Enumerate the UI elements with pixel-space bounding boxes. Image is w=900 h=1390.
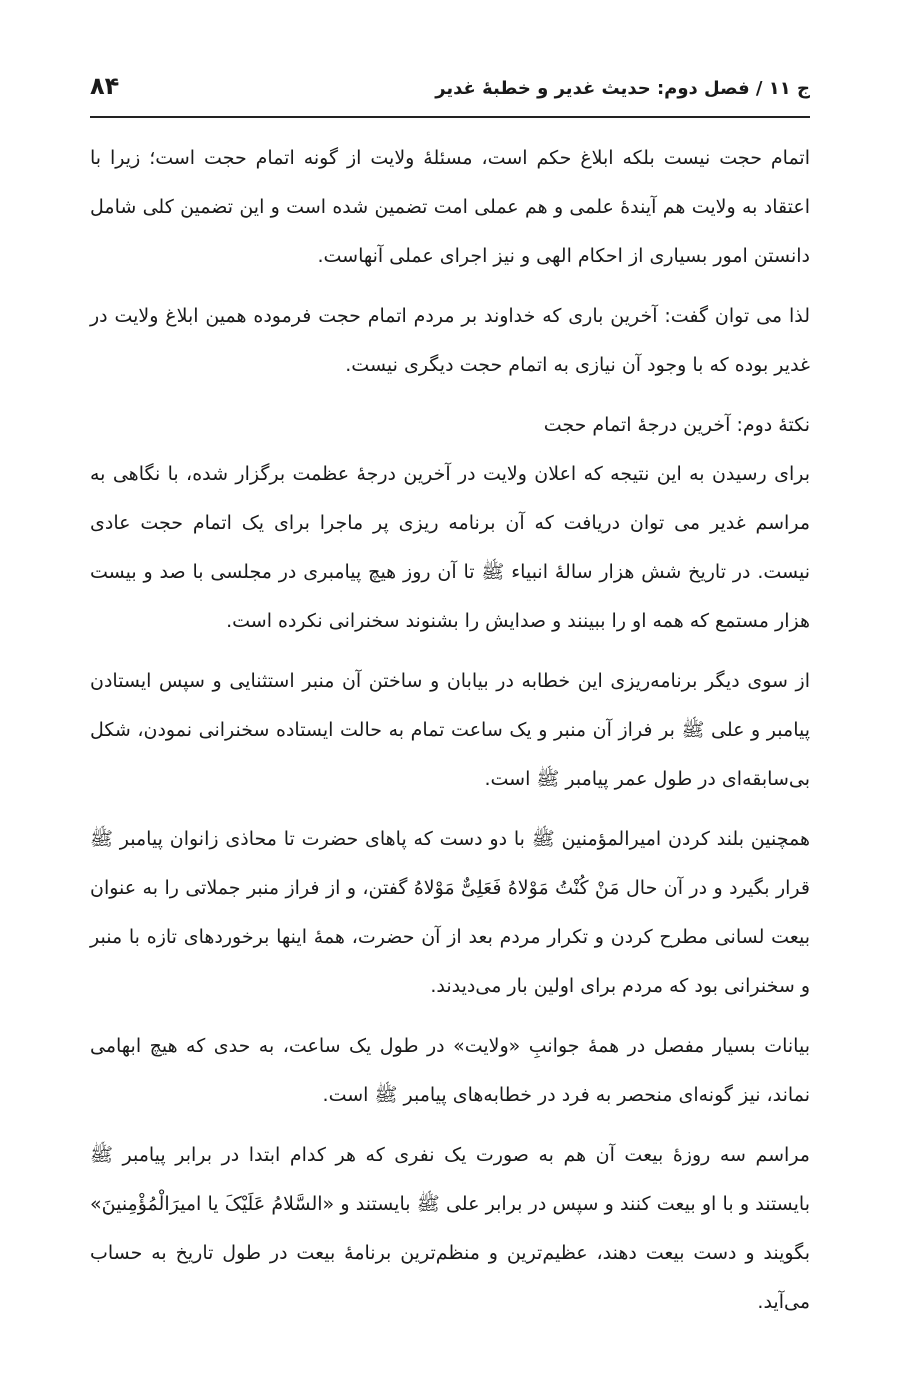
body-text [90, 134, 810, 1338]
paragraph: برای رسیدن به این نتیجه که اعلان ولایت در آخرین درجهٔ عظمت برگزار شده، با نگاهی به مراسم غدیر می توان دریافت که آن برنامه ریزی پر ماجرا برای یک اتمام حجت عادی نیست. در تاریخ شش هزار سالهٔ انبیاء ﷺ تا آن روز هیچ پیامبری در مجلسی با صد و بیست هزار مستمع که همه او را ببینند و صدایش را بشنوند سخنرانی نکرده است. [90, 463, 810, 632]
page-number: ۸۴ [90, 72, 120, 100]
paragraph: اتمام حجت نیست بلکه ابلاغ حکم است، مسئلهٔ ولایت از گونه اتمام حجت است؛ زیرا با اعتقاد به ولایت هم آیندهٔ علمی و هم عملی امت تضمین شده است و این تضمین کلی شامل دانستن امور بسیاری از احکام الهی و نیز اجرای عملی آنهاست. [90, 147, 810, 267]
header-rule [90, 116, 810, 118]
page-header [90, 72, 810, 112]
section-heading: نکتهٔ دوم: آخرین درجهٔ اتمام حجت [543, 414, 810, 436]
paragraph: لذا می توان گفت: آخرین باری که خداوند بر مردم اتمام حجت فرموده همین ابلاغ ولایت در غدیر بوده که با وجود آن نیازی به اتمام حجت دیگری نیست. [90, 305, 810, 376]
paragraph: بیانات بسیار مفصل در همهٔ جوانبِ «ولایت» در طول یک ساعت، به حدی که هیچ ابهامی نماند، نیز گونه‌ای منحصر به فرد در خطابه‌های پیامبر ﷺ است. [90, 1035, 810, 1106]
paragraph: از سوی دیگر برنامه‌ریزی این خطابه در بیابان و ساختن آن منبر استثنایی و سپس ایستادن پیامبر و علی ﷺ بر فراز آن منبر و یک ساعت تمام به حالت ایستاده سخنرانی نمودن، شکل بی‌سابقه‌ای در طول عمر پیامبر ﷺ است. [90, 670, 810, 790]
paragraph: مراسم سه روزهٔ بیعت آن هم به صورت یک نفری که هر کدام ابتدا در برابر پیامبر ﷺ بایستند و با او بیعت کنند و سپس در برابر علی ﷺ بایستند و «السَّلامُ عَلَیْکَ یا امیرَالْمُؤْمِنینَ» بگویند و دست بیعت دهند، عظیم‌ترین و منظم‌ترین برنامهٔ بیعت در طول تاریخ به حساب می‌آید. [90, 1144, 810, 1313]
running-head: ج ۱۱ / فصل دوم: حدیث غدیر و خطبهٔ غدیر [435, 78, 810, 99]
paragraph: همچنین بلند کردن امیرالمؤمنین ﷺ با دو دست که پاهای حضرت تا محاذی زانوان پیامبر ﷺ قرار بگیرد و در آن حال مَنْ کُنْتُ مَوْلاهُ فَعَلِیٌّ مَوْلاهُ گفتن، و از فراز منبر جملاتی را به عنوان بیعت لسانی مطرح کردن و تکرار مردم بعد از آن حضرت، همهٔ اینها برخوردهای تازه با منبر و سخنرانی بود که مردم برای اولین بار می‌دیدند. [90, 828, 810, 997]
